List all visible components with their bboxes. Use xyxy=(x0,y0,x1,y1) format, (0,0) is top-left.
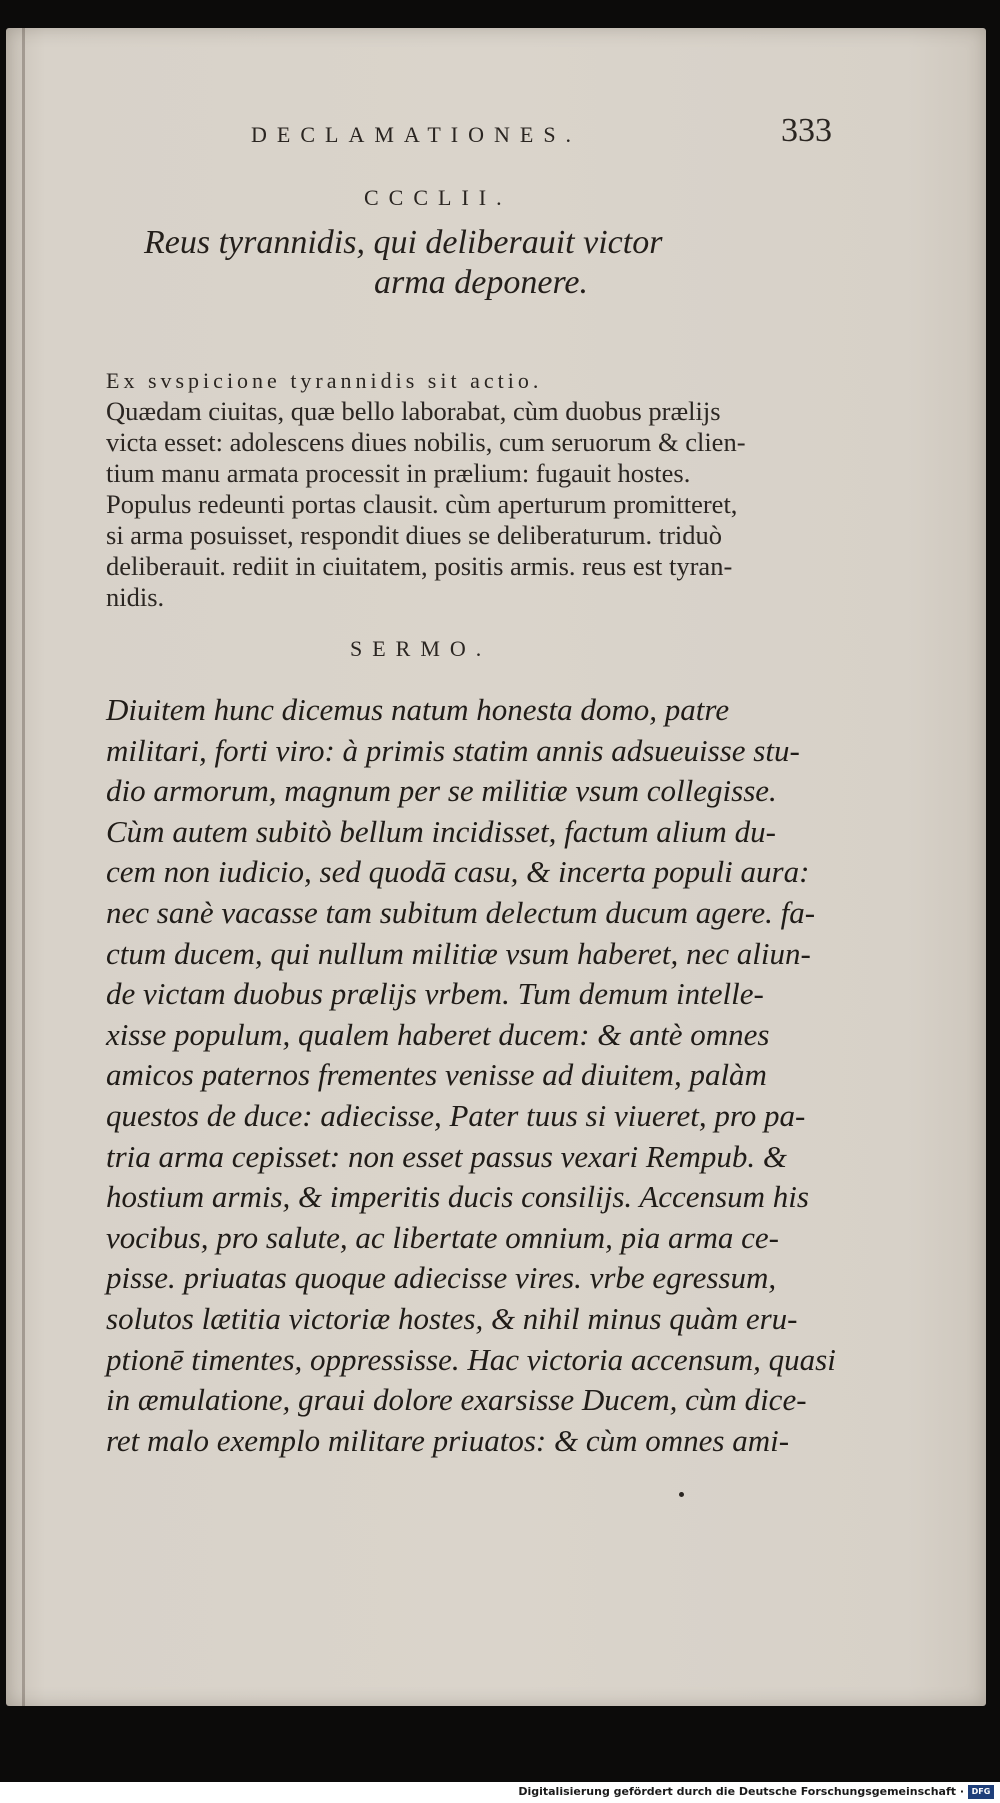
digitization-credit-bar xyxy=(0,1782,1000,1803)
text-line: militari, forti viro: à primis statim annis adsueuisse stu- xyxy=(106,732,800,768)
dfg-logo: DFG xyxy=(968,1785,994,1799)
gutter-shadow xyxy=(22,28,25,1706)
text-line: ptionē timentes, oppressisse. Hac victoria accensum, quasi xyxy=(106,1341,836,1377)
text-line: amicos paternos frementes venisse ad diuitem, palàm xyxy=(106,1057,767,1093)
sermo-text xyxy=(106,690,836,1461)
argument-lead: Ex svspicione tyrannidis sit actio. xyxy=(106,368,543,393)
text-line: hostium armis, & imperitis ducis consilijs. Accensum his xyxy=(106,1179,809,1215)
text-line: in æmulatione, graui dolore exarsisse Ducem, cùm dice- xyxy=(106,1382,807,1418)
text-line: ctum ducem, qui nullum militiæ vsum haberet, nec aliun- xyxy=(106,935,811,971)
declamation-number: CCCLII. xyxy=(364,185,512,210)
text-line: nec sanè vacasse tam subitum delectum ducum agere. fa- xyxy=(106,894,816,930)
text-line: dio armorum, magnum per se militiæ vsum collegisse. xyxy=(106,773,777,809)
argument-line: nidis. xyxy=(106,582,165,612)
book-page xyxy=(6,28,986,1706)
text-line: solutos lætitia victoriæ hostes, & nihil minus quàm eru- xyxy=(106,1300,798,1336)
digitization-credit: Digitalisierung gefördert durch die Deutsche Forschungsgemeinschaft · xyxy=(518,1785,964,1798)
section-heading: SERMO. xyxy=(350,636,492,661)
running-head: DECLAMATIONES. xyxy=(251,122,582,147)
declamation-title-line-2: arma deponere. xyxy=(374,264,589,301)
text-line: ret malo exemplo militare priuatos: & cùm omnes ami- xyxy=(106,1422,790,1458)
ink-speck xyxy=(679,1492,684,1497)
argument-lead-line xyxy=(106,364,824,396)
text-line: Diuitem hunc dicemus natum honesta domo, patre xyxy=(106,692,730,727)
text-line: questos de duce: adiecisse, Pater tuus si viueret, pro pa- xyxy=(106,1097,806,1133)
argument-line: Quædam ciuitas, quæ bello laborabat, cùm duobus prælijs xyxy=(106,396,721,426)
argument-line: Populus redeunti portas clausit. cùm aperturum promitteret, xyxy=(106,489,738,519)
text-line: pisse. priuatas quoque adiecisse vires. vrbe egressum, xyxy=(106,1260,777,1296)
text-line: xisse populum, qualem haberet ducem: & antè omnes xyxy=(106,1016,770,1052)
page-number: 333 xyxy=(781,112,832,149)
argument-line: si arma posuisset, respondit diues se deliberaturum. triduò xyxy=(106,520,723,550)
text-line: Cùm autem subitò bellum incidisset, factum alium du- xyxy=(106,813,776,849)
text-line: vocibus, pro salute, ac libertate omnium, pia arma ce- xyxy=(106,1219,779,1255)
argument-line: victa esset: adolescens diues nobilis, cum seruorum & clien- xyxy=(106,427,746,457)
argument-line: tium manu armata processit in prælium: fugauit hostes. xyxy=(106,458,691,488)
declamation-title-line-1: Reus tyrannidis, qui deliberauit victor xyxy=(144,224,663,261)
argument-paragraph xyxy=(106,364,824,613)
text-line: cem non iudicio, sed quodā casu, & incerta populi aura: xyxy=(106,854,810,890)
text-line: tria arma cepisset: non esset passus vexari Rempub. & xyxy=(106,1138,788,1174)
text-line: de victam duobus prælijs vrbem. Tum demum intelle- xyxy=(106,976,764,1012)
argument-line: deliberauit. rediit in ciuitatem, positis armis. reus est tyran- xyxy=(106,551,733,581)
